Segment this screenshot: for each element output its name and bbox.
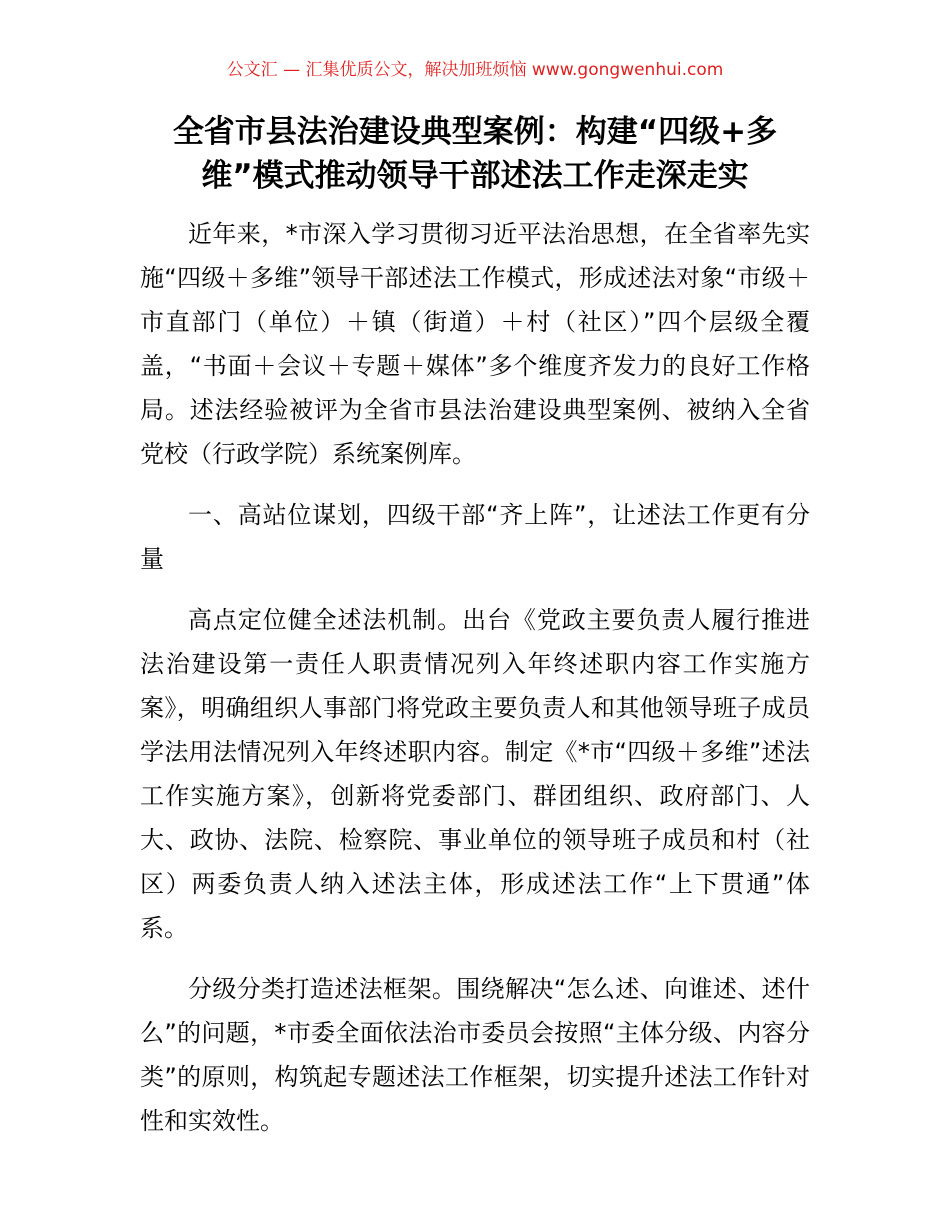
header-banner: 公文汇 — 汇集优质公文，解决加班烦恼 www.gongwenhui.com (226, 60, 724, 80)
section-heading-1: 一、高站位谋划，四级干部“齐上阵”，让述法工作更有分量 (140, 501, 810, 573)
paragraph-mechanism: 高点定位健全述法机制。出台《党政主要负责人履行推进法治建设第一责任人职责情况列入年终述职内容工作实施方案》，明确组织人事部门将党政主要负责人和其他领导班子成员学法用法情况列入年终述职内容。制定《*市“四级＋多维”述法工作实施方案》，创新将党委部门、群团组织、政府部门、人大、政协、法院、检察院、事业单位的领导班子成员和村（社区）两委负责人纳入述法主体，形成述法工作“上下贯通”体系。 (140, 606, 810, 942)
paragraph-intro: 近年来，*市深入学习贯彻习近平法治思想，在全省率先实施“四级＋多维”领导干部述法工作模式，形成述法对象“市级＋市直部门（单位）＋镇（街道）＋村（社区）”四个层级全覆盖，“书面＋会议＋专题＋媒体”多个维度齐发力的良好工作格局。述法经验被评为全省市县法治建设典型案例、被纳入全省党校（行政学院）系统案例库。 (140, 220, 810, 468)
document-body (140, 212, 810, 1160)
document-title-line-2: 维”模式推动领导干部述法工作走深走实 (201, 158, 749, 194)
document-title-line-1: 全省市县法治建设典型案例：构建“四级+多 (172, 114, 778, 150)
paragraph-framework: 分级分类打造述法框架。围绕解决“怎么述、向谁述、述什么”的问题，*市委全面依法治市委员会按照“主体分级、内容分类”的原则，构筑起专题述法工作框架，切实提升述法工作针对性和实效性。 (140, 975, 810, 1135)
document-title (140, 110, 810, 198)
